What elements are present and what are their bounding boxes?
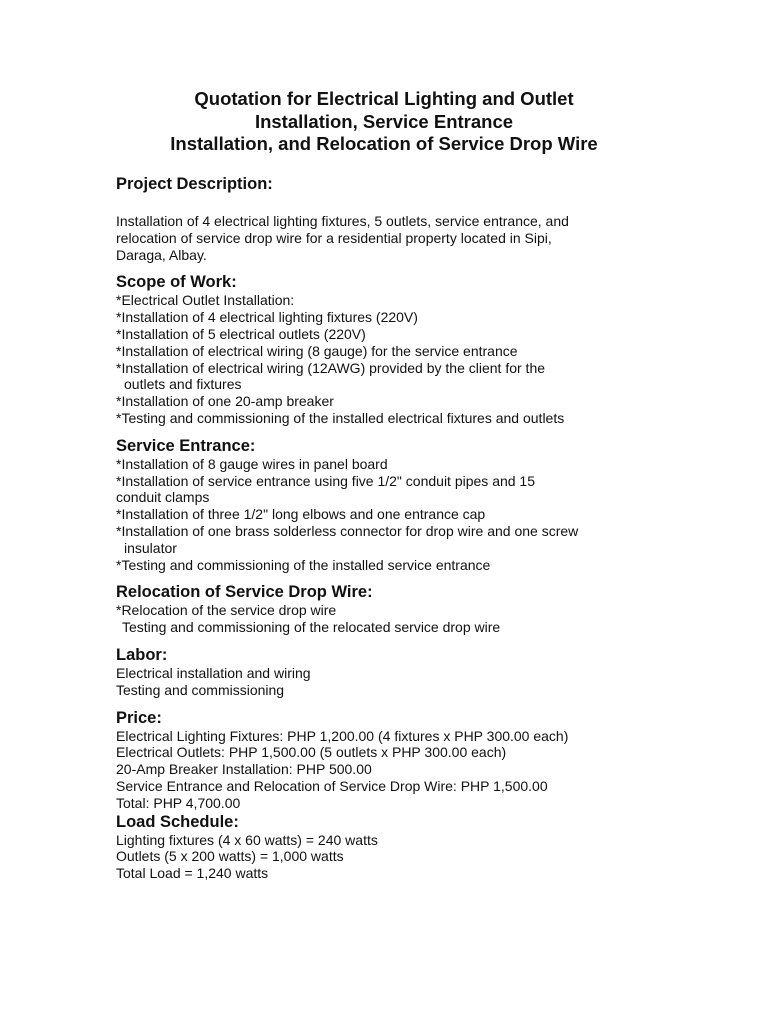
title-line-3: Installation, and Relocation of Service Drop Wire bbox=[170, 133, 598, 154]
price-heading: Price: bbox=[116, 708, 162, 727]
title-line-2: Installation, Service Entrance bbox=[254, 110, 514, 132]
price-item: 20-Amp Breaker Installation: PHP 500.00 bbox=[116, 761, 372, 778]
project-description-line: Installation of 4 electrical lighting fixtures, 5 outlets, service entrance, and bbox=[116, 213, 569, 229]
load-item: Lighting fixtures (4 x 60 watts) = 240 watts bbox=[116, 831, 378, 848]
relocation-item: *Relocation of the service drop wire bbox=[116, 602, 337, 619]
labor-section bbox=[116, 645, 656, 699]
relocation-section bbox=[116, 582, 656, 636]
labor-item: Testing and commissioning bbox=[116, 681, 285, 698]
labor-item: Electrical installation and wiring bbox=[116, 664, 311, 681]
project-description-section bbox=[116, 174, 656, 263]
scope-item: outlets and fixtures bbox=[124, 376, 242, 393]
price-section bbox=[116, 708, 656, 812]
project-description-heading: Project Description: bbox=[116, 175, 273, 193]
service-entrance-item: *Installation of three 1/2" long elbows and one entrance cap bbox=[116, 506, 486, 523]
price-total: Total: PHP 4,700.00 bbox=[116, 794, 241, 811]
service-entrance-item: *Installation of 8 gauge wires in panel board bbox=[116, 455, 388, 472]
service-entrance-item: *Installation of one brass solderless connector for drop wire and one screw bbox=[116, 522, 579, 539]
scope-of-work-section bbox=[116, 272, 656, 426]
price-item: Electrical Lighting Fixtures: PHP 1,200.00 (4 fixtures x PHP 300.00 each) bbox=[116, 727, 569, 744]
service-entrance-item: conduit clamps bbox=[116, 489, 210, 506]
load-schedule-section bbox=[116, 812, 656, 882]
load-item: Outlets (5 x 200 watts) = 1,000 watts bbox=[116, 848, 344, 865]
project-description-line: Daraga, Albay. bbox=[116, 246, 207, 263]
relocation-heading: Relocation of Service Drop Wire: bbox=[116, 583, 373, 602]
project-description-line: relocation of service drop wire for a residential property located in Sipi, bbox=[116, 229, 552, 246]
document-body bbox=[116, 174, 656, 882]
relocation-item: Testing and commissioning of the relocated service drop wire bbox=[122, 619, 501, 636]
scope-item: *Installation of one 20-amp breaker bbox=[116, 393, 334, 410]
load-total: Total Load = 1,240 watts bbox=[116, 865, 269, 882]
service-entrance-item: *Installation of service entrance using five 1/2" conduit pipes and 15 bbox=[116, 472, 536, 489]
service-entrance-item: *Testing and commissioning of the installed service entrance bbox=[116, 556, 491, 573]
scope-of-work-heading: Scope of Work: bbox=[116, 273, 237, 292]
price-item: Service Entrance and Relocation of Service Drop Wire: PHP 1,500.00 bbox=[116, 777, 548, 794]
price-item: Electrical Outlets: PHP 1,500.00 (5 outlets x PHP 300.00 each) bbox=[116, 744, 507, 761]
load-schedule-heading: Load Schedule: bbox=[116, 812, 239, 831]
scope-item: *Electrical Outlet Installation: bbox=[116, 292, 295, 309]
service-entrance-item: insulator bbox=[124, 539, 177, 556]
scope-item: *Testing and commissioning of the installed electrical fixtures and outlets bbox=[116, 409, 565, 426]
service-entrance-section bbox=[116, 436, 656, 574]
service-entrance-heading: Service Entrance: bbox=[116, 436, 256, 455]
scope-item: *Installation of electrical wiring (12AWG) provided by the client for the bbox=[116, 359, 546, 376]
document-title bbox=[0, 88, 768, 156]
scope-item: *Installation of 4 electrical lighting fixtures (220V) bbox=[116, 309, 418, 326]
scope-item: *Installation of electrical wiring (8 gauge) for the service entrance bbox=[116, 342, 518, 359]
title-line-1: Quotation for Electrical Lighting and Outlet bbox=[194, 88, 574, 109]
labor-heading: Labor: bbox=[116, 645, 168, 664]
scope-item: *Installation of 5 electrical outlets (220V) bbox=[116, 325, 366, 342]
